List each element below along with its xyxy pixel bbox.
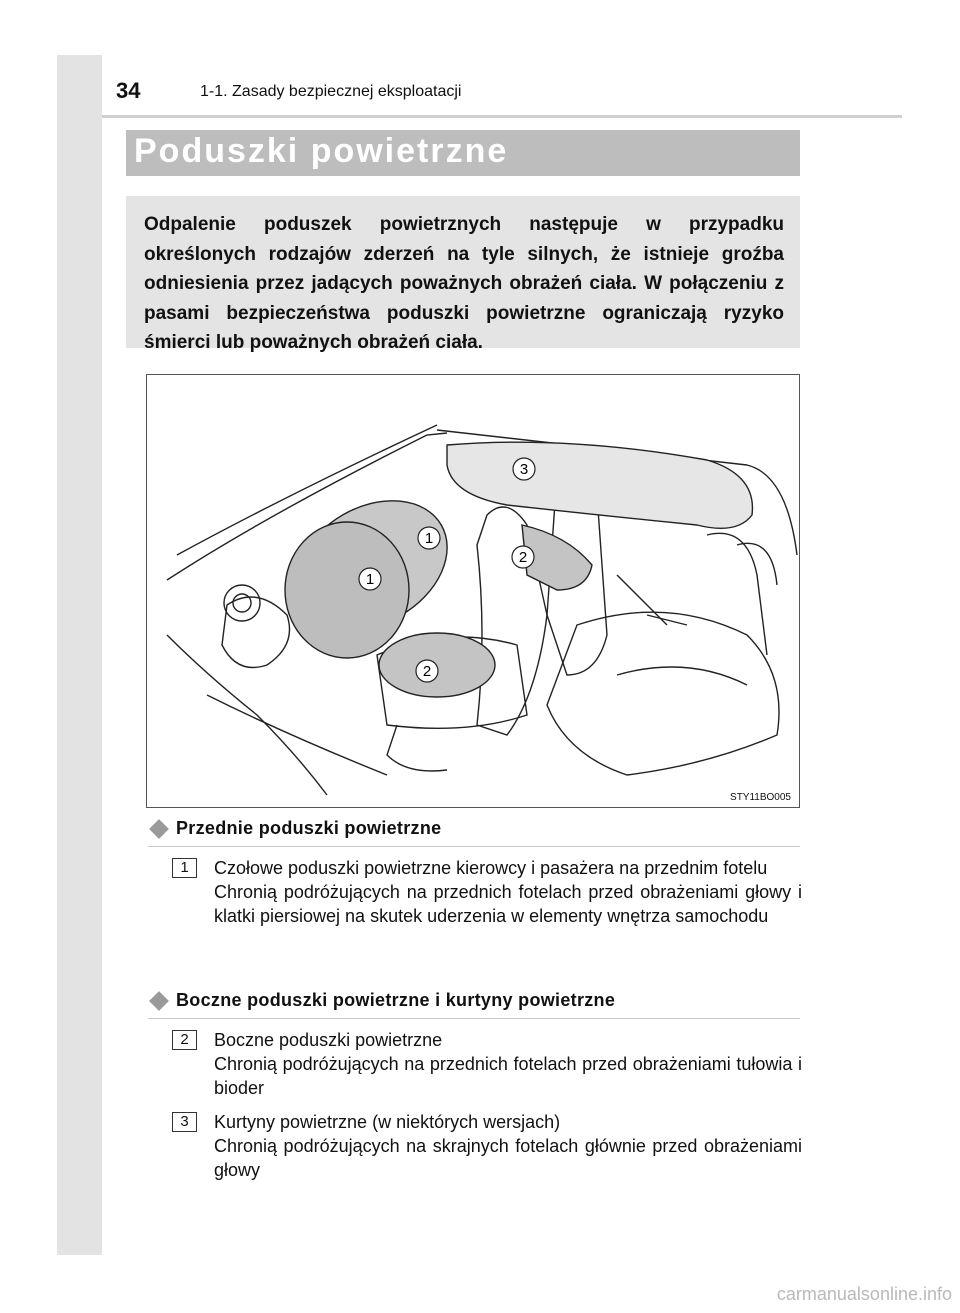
intro-text: Odpalenie poduszek powietrznych następuje w przypadku określonych rodzajów zderzeń na tyle silnych, że istnieje groźba odniesienia przez jadących poważnych obrażeń ciała. W połączeniu z pasami bezpieczeństwa poduszki powietrzne ograniczają ryzyko śmierci lub poważnych obrażeń ciała. xyxy=(144,214,784,353)
car-interior-drawing xyxy=(147,375,799,807)
watermark: carmanualsonline.info xyxy=(776,1284,952,1304)
side-strip xyxy=(57,55,102,1255)
figure-code: STY11BO005 xyxy=(730,792,791,803)
airbag-illustration xyxy=(146,374,800,808)
diamond-bullet-icon xyxy=(149,991,169,1011)
section-heading-text: Boczne poduszki powietrzne i kurtyny powietrzne xyxy=(176,990,616,1010)
page-number: 34 xyxy=(116,78,141,103)
section-heading-text: Przednie poduszki powietrzne xyxy=(176,818,442,838)
header-rule xyxy=(102,115,902,118)
item-title: Czołowe poduszki powietrzne kierowcy i pasażera na przednim fotelu xyxy=(214,858,768,878)
page-title: Poduszki powietrzne xyxy=(134,132,509,170)
intro-box xyxy=(126,196,800,353)
callout-1a: 1 xyxy=(424,530,434,547)
page-header xyxy=(116,78,906,110)
section-rule xyxy=(148,846,800,847)
item-title: Kurtyny powietrzne (w niektórych wersjach) xyxy=(214,1112,561,1132)
diamond-bullet-icon xyxy=(149,819,169,839)
callout-1b: 1 xyxy=(365,571,375,588)
section-rule xyxy=(148,1018,800,1019)
callout-2a: 2 xyxy=(518,549,528,566)
item-description: Chronią podróżujących na skrajnych fotelach głównie przed obrażeniami głowy xyxy=(214,1136,802,1180)
section-title-box xyxy=(126,130,800,176)
item-description: Chronią podróżujących na przednich fotelach przed obrażeniami tułowia i bioder xyxy=(214,1054,802,1098)
item-description: Chronią podróżujących na przednich fotelach przed obrażeniami głowy i klatki piersiowej na skutek uderzenia w elementy wnętrza samochodu xyxy=(214,882,802,926)
callout-3: 3 xyxy=(519,461,529,478)
item-number-badge: 2 xyxy=(172,1030,197,1050)
section-heading-front xyxy=(152,818,802,844)
item-number-badge: 1 xyxy=(172,858,197,878)
callout-2b: 2 xyxy=(422,663,432,680)
item-title: Boczne poduszki powietrzne xyxy=(214,1030,443,1050)
chapter-title: 1-1. Zasady bezpiecznej eksploatacji xyxy=(200,83,462,100)
item-number-badge: 3 xyxy=(172,1112,197,1132)
section-heading-side xyxy=(152,990,802,1016)
